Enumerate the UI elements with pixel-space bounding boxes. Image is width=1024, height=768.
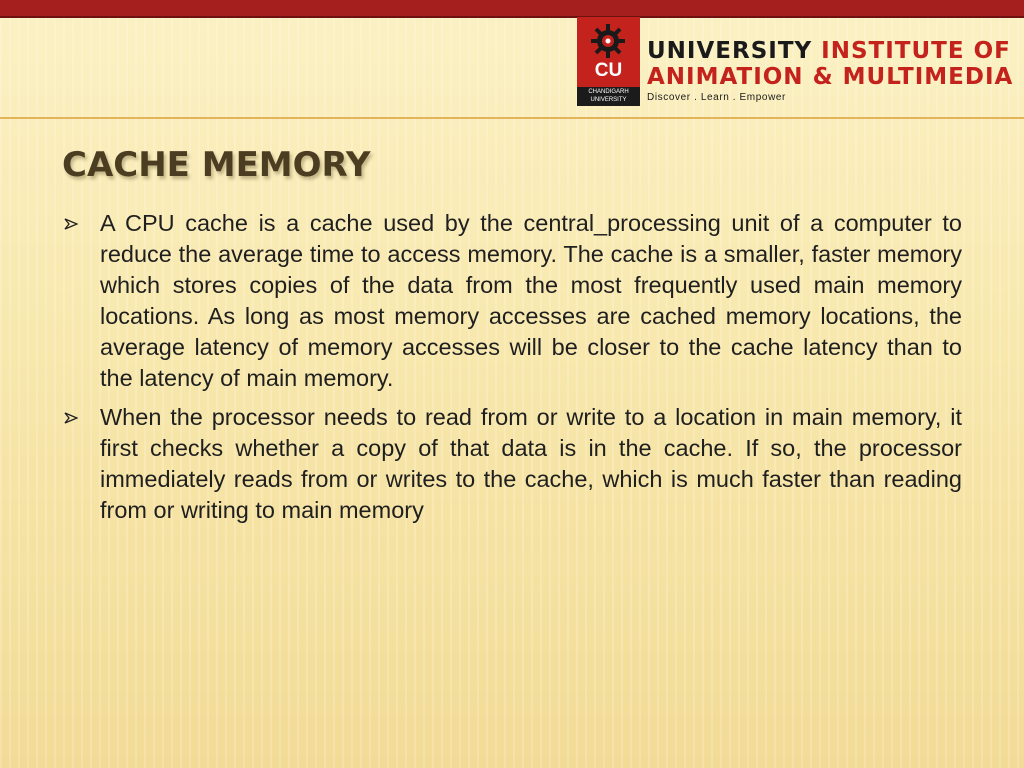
university-logo [577,17,640,105]
header-divider [0,117,1024,119]
bullet-item [62,208,962,394]
institute-word-institute-of: INSTITUTE OF [812,38,1011,64]
top-accent-bar [0,0,1024,18]
logo-subtitle [577,87,640,106]
logo-sub-line2: UNIVERSITY [590,97,627,103]
arrowhead-bullet-icon [64,412,78,424]
arrowhead-bullet-icon [64,218,78,230]
institute-line2: ANIMATION & MULTIMEDIA [647,64,1014,90]
institute-name [647,38,1013,104]
institute-word-university: UNIVERSITY [647,38,813,64]
bullet-text: A CPU cache is a cache used by the central_processing unit of a computer to reduce the average time to access memory. The cache is a smaller, faster memory which stores copies of the data from the most frequently used main memory locations. As long as most memory accesses are cached memory locations, the average latency of memory accesses will be closer to the cache latency than to the latency of main memory. [100,210,962,391]
logo-sub-line1: CHANDIGARH [588,89,629,95]
gear-emblem-icon [583,21,633,61]
institute-line1 [647,38,1013,64]
institute-tagline: Discover . Learn . Empower [647,92,786,103]
logo-initials: CU [594,60,623,81]
slide-content [62,208,962,534]
slide-title: CACHE MEMORY [62,145,371,185]
bullet-text: When the processor needs to read from or write to a location in main memory, it first checks whether a copy of that data is in the cache. If so, the processor immediately reads from or writes to the cache, which is much faster than reading from or writing to main memory [100,404,962,523]
bullet-item [62,402,962,526]
